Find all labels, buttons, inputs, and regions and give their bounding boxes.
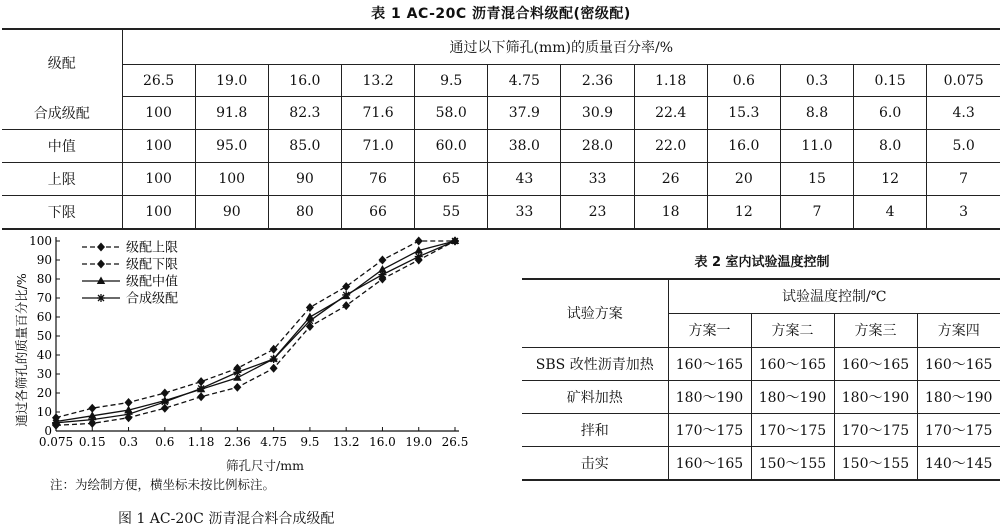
sieve-header-cell: 19.0 bbox=[195, 65, 268, 97]
gradation-cell: 30.9 bbox=[561, 97, 634, 130]
chart-y-axis-label: 通过各筛孔的质量百分比/% bbox=[14, 273, 29, 427]
temperature-cell: 150～155 bbox=[751, 446, 834, 480]
data-point-asterisk bbox=[415, 253, 423, 261]
figure-caption: 图 1 AC-20C 沥青混合料合成级配 bbox=[118, 511, 335, 527]
scheme-header-cell: 方案三 bbox=[834, 313, 917, 347]
gradation-cell: 3 bbox=[927, 196, 1000, 230]
data-point-diamond bbox=[270, 364, 278, 373]
gradation-row bbox=[2, 163, 1000, 196]
temperature-cell: 170～175 bbox=[751, 413, 834, 446]
x-tick-label: 19.0 bbox=[405, 435, 433, 449]
temperature-row-label: 矿料加热 bbox=[522, 380, 668, 413]
sieve-header-cell: 1.18 bbox=[634, 65, 707, 97]
gradation-cell: 76 bbox=[341, 163, 414, 196]
gradation-cell: 7 bbox=[780, 196, 853, 230]
data-point-asterisk bbox=[306, 317, 314, 325]
gradation-cell: 8.8 bbox=[780, 97, 853, 130]
gradation-cell: 55 bbox=[415, 196, 488, 230]
data-point-asterisk bbox=[270, 355, 278, 363]
data-point-asterisk bbox=[233, 368, 241, 376]
gradation-table bbox=[2, 28, 1000, 230]
legend-item bbox=[82, 258, 178, 273]
legend-label: 合成级配 bbox=[126, 291, 179, 307]
sieve-header-cell: 0.075 bbox=[927, 65, 1000, 97]
y-tick-label: 40 bbox=[36, 348, 52, 362]
gradation-cell: 6.0 bbox=[854, 97, 927, 130]
temperature-row-label: 拌和 bbox=[522, 413, 668, 446]
gradation-cell: 33 bbox=[561, 163, 634, 196]
gradation-cell: 60.0 bbox=[415, 130, 488, 163]
data-point-diamond bbox=[378, 256, 386, 265]
temperature-cell: 150～155 bbox=[834, 446, 917, 480]
data-point-diamond bbox=[97, 243, 105, 252]
gradation-cell: 80 bbox=[268, 196, 341, 230]
gradation-corner-label: 级配 bbox=[2, 29, 122, 97]
temperature-cell: 170～175 bbox=[668, 413, 751, 446]
temperature-cell: 180～190 bbox=[917, 380, 1000, 413]
data-point-diamond bbox=[415, 237, 423, 246]
gradation-row-label: 下限 bbox=[2, 196, 122, 230]
data-point-asterisk bbox=[451, 237, 459, 245]
temperature-cell: 160～165 bbox=[668, 347, 751, 380]
data-point-asterisk bbox=[97, 294, 105, 302]
gradation-cell: 15 bbox=[780, 163, 853, 196]
gradation-cell: 95.0 bbox=[195, 130, 268, 163]
sieve-header-cell: 2.36 bbox=[561, 65, 634, 97]
data-point-asterisk bbox=[161, 398, 169, 406]
gradation-cell: 100 bbox=[195, 163, 268, 196]
legend-label: 级配下限 bbox=[126, 257, 179, 273]
temperature-cell: 160～165 bbox=[917, 347, 1000, 380]
sieve-header-cell: 0.3 bbox=[780, 65, 853, 97]
gradation-cell: 90 bbox=[195, 196, 268, 230]
data-point-asterisk bbox=[52, 419, 60, 427]
data-point-diamond bbox=[97, 260, 105, 269]
x-tick-label: 0.3 bbox=[118, 435, 139, 449]
gradation-cell: 20 bbox=[707, 163, 780, 196]
series-line bbox=[56, 241, 455, 418]
gradation-cell: 37.9 bbox=[488, 97, 561, 130]
x-tick-label: 2.36 bbox=[224, 435, 251, 449]
scheme-header-cell: 方案四 bbox=[917, 313, 1000, 347]
temperature-cell: 160～165 bbox=[668, 446, 751, 480]
sieve-header-cell: 16.0 bbox=[268, 65, 341, 97]
y-tick-label: 0 bbox=[44, 424, 52, 438]
gradation-cell: 23 bbox=[561, 196, 634, 230]
x-tick-label: 0.15 bbox=[78, 435, 106, 449]
gradation-cell: 82.3 bbox=[268, 97, 341, 130]
gradation-row-label: 上限 bbox=[2, 163, 122, 196]
gradation-cell: 33 bbox=[488, 196, 561, 230]
sieve-span-header: 通过以下筛孔(mm)的质量百分率/% bbox=[122, 29, 1000, 65]
chart-legend bbox=[82, 241, 178, 307]
chart-x-axis-label: 筛孔尺寸/mm bbox=[226, 458, 304, 473]
legend-label: 级配中值 bbox=[126, 274, 179, 290]
y-tick-label: 10 bbox=[36, 405, 52, 419]
temperature-cell: 180～190 bbox=[751, 380, 834, 413]
y-tick-label: 70 bbox=[36, 291, 52, 305]
legend-item bbox=[82, 241, 178, 256]
temperature-cell: 160～165 bbox=[834, 347, 917, 380]
gradation-cell: 12 bbox=[854, 163, 927, 196]
gradation-cell: 100 bbox=[122, 130, 195, 163]
gradation-cell: 71.6 bbox=[341, 97, 414, 130]
gradation-cell: 7 bbox=[927, 163, 1000, 196]
gradation-cell: 16.0 bbox=[707, 130, 780, 163]
gradation-cell: 66 bbox=[341, 196, 414, 230]
x-tick-label: 0.075 bbox=[38, 435, 74, 449]
gradation-row bbox=[2, 130, 1000, 163]
data-point-triangle bbox=[97, 277, 105, 285]
x-tick-label: 0.6 bbox=[155, 435, 175, 449]
temperature-row-label: SBS 改性沥青加热 bbox=[522, 347, 668, 380]
gradation-cell: 22.4 bbox=[634, 97, 707, 130]
temperature-row bbox=[522, 380, 1000, 413]
data-point-asterisk bbox=[378, 271, 386, 279]
gradation-cell: 100 bbox=[122, 196, 195, 230]
gradation-cell: 43 bbox=[488, 163, 561, 196]
x-tick-label: 9.5 bbox=[300, 435, 320, 449]
figure-note: 注：为绘制方便，横坐标未按比例标注。 bbox=[50, 477, 276, 492]
gradation-cell: 18 bbox=[634, 196, 707, 230]
temperature-corner-label: 试验方案 bbox=[522, 279, 668, 347]
temperature-cell: 170～175 bbox=[834, 413, 917, 446]
series-3 bbox=[52, 237, 459, 425]
series-4 bbox=[52, 237, 459, 427]
scheme-header-cell: 方案二 bbox=[751, 313, 834, 347]
temperature-cell: 140～145 bbox=[917, 446, 1000, 480]
data-point-diamond bbox=[197, 392, 205, 401]
temperature-row-label: 击实 bbox=[522, 446, 668, 480]
gradation-cell: 8.0 bbox=[854, 130, 927, 163]
gradation-cell: 22.0 bbox=[634, 130, 707, 163]
gradation-row-label: 中值 bbox=[2, 130, 122, 163]
data-point-asterisk bbox=[197, 384, 205, 392]
temperature-cell: 180～190 bbox=[668, 380, 751, 413]
legend-item bbox=[82, 291, 178, 307]
sieve-header-cell: 4.75 bbox=[488, 65, 561, 97]
data-point-diamond bbox=[233, 383, 241, 392]
gradation-cell: 100 bbox=[122, 97, 195, 130]
gradation-cell: 11.0 bbox=[780, 130, 853, 163]
gradation-cell: 100 bbox=[122, 163, 195, 196]
gradation-cell: 5.0 bbox=[927, 130, 1000, 163]
temperature-row bbox=[522, 446, 1000, 480]
sieve-header-cell: 0.6 bbox=[707, 65, 780, 97]
series-1 bbox=[52, 237, 459, 423]
gradation-cell: 15.3 bbox=[707, 97, 780, 130]
temperature-cell: 170～175 bbox=[917, 413, 1000, 446]
temperature-row bbox=[522, 347, 1000, 380]
y-tick-label: 90 bbox=[36, 253, 52, 267]
sieve-header-cell: 0.15 bbox=[854, 65, 927, 97]
legend-item bbox=[82, 274, 178, 290]
chart-series bbox=[52, 237, 459, 430]
series-line bbox=[56, 241, 455, 423]
x-tick-label: 16.0 bbox=[369, 435, 396, 449]
table2-caption: 表 2 室内试验温度控制 bbox=[694, 255, 830, 270]
gradation-cell: 28.0 bbox=[561, 130, 634, 163]
y-tick-label: 50 bbox=[36, 329, 52, 343]
y-tick-label: 60 bbox=[36, 310, 52, 324]
gradation-cell: 38.0 bbox=[488, 130, 561, 163]
temperature-table bbox=[522, 278, 1000, 481]
gradation-cell: 4.3 bbox=[927, 97, 1000, 130]
y-tick-label: 30 bbox=[36, 367, 52, 381]
gradation-cell: 26 bbox=[634, 163, 707, 196]
y-tick-label: 100 bbox=[29, 234, 52, 248]
gradation-cell: 58.0 bbox=[415, 97, 488, 130]
gradation-cell: 90 bbox=[268, 163, 341, 196]
gradation-cell: 65 bbox=[415, 163, 488, 196]
temperature-row bbox=[522, 413, 1000, 446]
temperature-cell: 180～190 bbox=[834, 380, 917, 413]
table1-caption: 表 1 AC-20C 沥青混合料级配(密级配) bbox=[371, 6, 631, 22]
gradation-chart bbox=[0, 230, 520, 460]
data-point-diamond bbox=[342, 301, 350, 310]
gradation-row bbox=[2, 196, 1000, 230]
y-tick-label: 20 bbox=[36, 386, 52, 400]
gradation-cell: 85.0 bbox=[268, 130, 341, 163]
x-tick-label: 1.18 bbox=[187, 435, 215, 449]
data-point-asterisk bbox=[88, 416, 96, 424]
data-point-diamond bbox=[342, 282, 350, 291]
gradation-row-label: 合成级配 bbox=[2, 97, 122, 130]
data-point-asterisk bbox=[125, 410, 133, 418]
x-tick-label: 4.75 bbox=[260, 435, 287, 449]
x-tick-label: 26.5 bbox=[441, 435, 469, 449]
temperature-span-header: 试验温度控制/℃ bbox=[668, 279, 1000, 313]
temperature-cell: 160～165 bbox=[751, 347, 834, 380]
sieve-header-cell: 26.5 bbox=[122, 65, 195, 97]
scheme-header-cell: 方案一 bbox=[668, 313, 751, 347]
gradation-cell: 71.0 bbox=[341, 130, 414, 163]
y-tick-label: 80 bbox=[36, 272, 52, 286]
gradation-row bbox=[2, 97, 1000, 130]
legend-label: 级配上限 bbox=[126, 240, 179, 256]
data-point-asterisk bbox=[342, 291, 350, 299]
x-tick-label: 13.2 bbox=[332, 435, 360, 449]
gradation-cell: 4 bbox=[854, 196, 927, 230]
sieve-header-cell: 13.2 bbox=[341, 65, 414, 97]
series-2 bbox=[52, 237, 459, 430]
sieve-header-cell: 9.5 bbox=[415, 65, 488, 97]
gradation-cell: 12 bbox=[707, 196, 780, 230]
gradation-cell: 91.8 bbox=[195, 97, 268, 130]
